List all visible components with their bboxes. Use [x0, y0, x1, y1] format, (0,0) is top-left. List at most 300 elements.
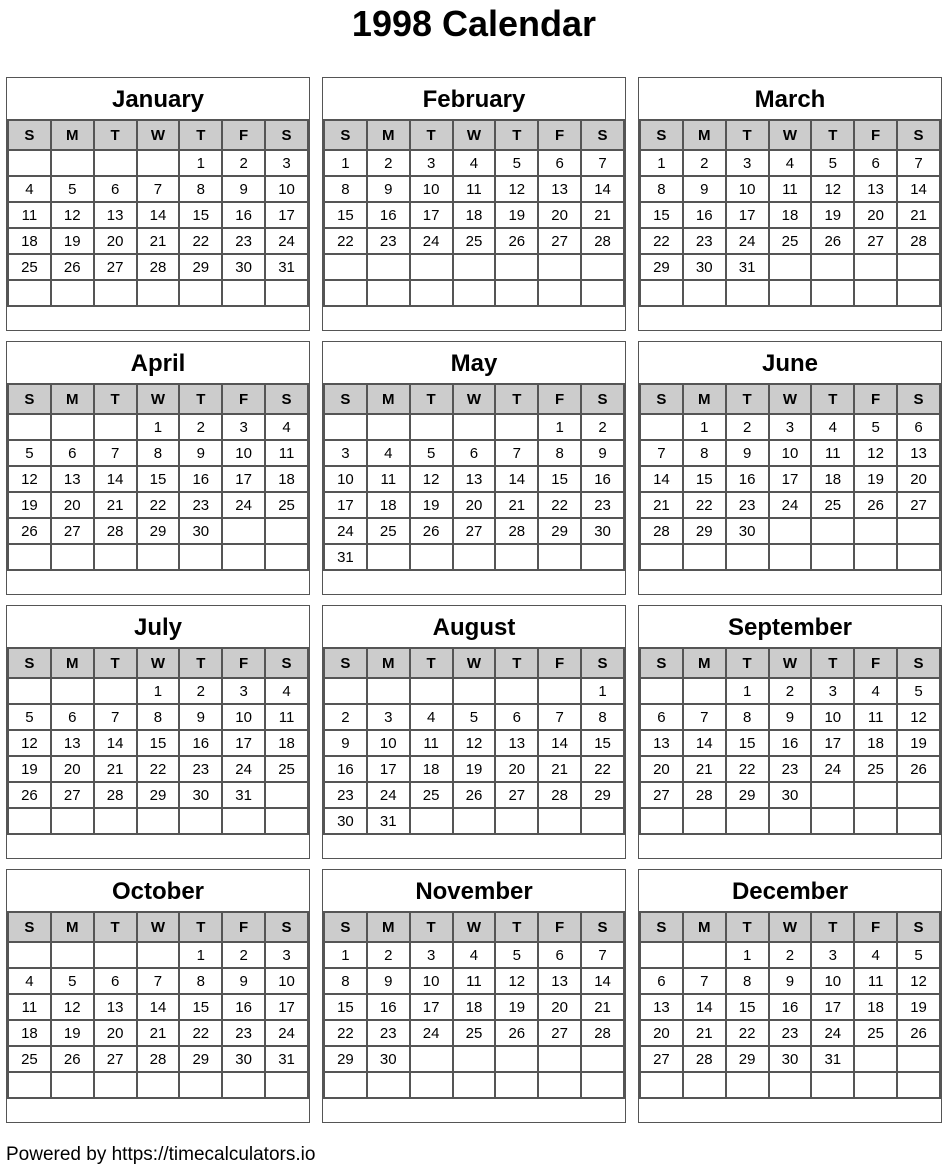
day-cell: 18 [265, 730, 308, 756]
day-cell: 27 [538, 1020, 581, 1046]
week-row [324, 678, 624, 704]
day-cell: 25 [265, 756, 308, 782]
day-cell: 23 [769, 756, 812, 782]
day-cell: 1 [324, 150, 367, 176]
day-cell: 10 [811, 968, 854, 994]
day-cell: 14 [683, 994, 726, 1020]
day-cell: 27 [495, 782, 538, 808]
weekday-header: S [897, 648, 940, 678]
weekday-header: T [410, 912, 453, 942]
day-cell: 5 [811, 150, 854, 176]
month-days-table [323, 911, 625, 1099]
day-cell: 26 [8, 518, 51, 544]
day-cell: 4 [453, 942, 496, 968]
day-cell: 2 [179, 678, 222, 704]
month-name: December [731, 878, 849, 905]
empty-day-cell [367, 280, 410, 306]
day-cell: 1 [179, 150, 222, 176]
weekday-header: S [8, 912, 51, 942]
day-cell: 3 [811, 942, 854, 968]
day-cell: 5 [51, 968, 94, 994]
day-cell: 24 [265, 1020, 308, 1046]
day-cell: 21 [137, 1020, 180, 1046]
day-cell: 23 [222, 1020, 265, 1046]
day-cell: 28 [683, 1046, 726, 1072]
weekday-header: T [179, 912, 222, 942]
day-cell: 19 [8, 492, 51, 518]
empty-day-cell [640, 942, 683, 968]
day-cell: 21 [581, 994, 624, 1020]
day-cell: 27 [94, 1046, 137, 1072]
weekday-header: W [137, 384, 180, 414]
weekday-header: W [453, 648, 496, 678]
day-cell: 2 [367, 150, 410, 176]
day-cell: 27 [453, 518, 496, 544]
day-cell: 14 [640, 466, 683, 492]
day-cell: 3 [769, 414, 812, 440]
day-cell: 28 [640, 518, 683, 544]
day-cell: 12 [51, 994, 94, 1020]
day-cell: 14 [683, 730, 726, 756]
week-row [8, 280, 308, 306]
empty-day-cell [726, 280, 769, 306]
day-cell: 30 [222, 1046, 265, 1072]
empty-day-cell [8, 414, 51, 440]
empty-day-cell [265, 544, 308, 570]
empty-day-cell [683, 1072, 726, 1098]
weekday-header: W [137, 120, 180, 150]
week-row [8, 808, 308, 834]
weekday-header: T [811, 648, 854, 678]
day-cell: 10 [367, 730, 410, 756]
day-cell: 13 [640, 730, 683, 756]
day-cell: 17 [811, 994, 854, 1020]
weekday-header: S [324, 120, 367, 150]
day-cell: 8 [683, 440, 726, 466]
day-cell: 3 [410, 942, 453, 968]
day-cell: 19 [854, 466, 897, 492]
day-cell: 3 [410, 150, 453, 176]
day-cell: 19 [453, 756, 496, 782]
day-cell: 29 [581, 782, 624, 808]
day-cell: 29 [640, 254, 683, 280]
week-row [8, 440, 308, 466]
week-row [8, 1046, 308, 1072]
day-cell: 7 [581, 150, 624, 176]
month-april [6, 341, 310, 595]
weekday-header: S [897, 912, 940, 942]
weekday-header: T [94, 384, 137, 414]
day-cell: 24 [726, 228, 769, 254]
week-row [8, 1020, 308, 1046]
day-cell: 20 [640, 756, 683, 782]
day-cell: 28 [137, 1046, 180, 1072]
empty-day-cell [726, 808, 769, 834]
day-cell: 6 [640, 704, 683, 730]
day-cell: 12 [410, 466, 453, 492]
day-cell: 17 [726, 202, 769, 228]
month-days-table [323, 647, 625, 835]
month-days-table [639, 383, 941, 571]
day-cell: 30 [769, 782, 812, 808]
weekday-header: M [51, 384, 94, 414]
week-row [8, 704, 308, 730]
day-cell: 28 [538, 782, 581, 808]
day-cell: 6 [640, 968, 683, 994]
day-cell: 20 [897, 466, 940, 492]
day-cell: 29 [179, 254, 222, 280]
day-cell: 9 [179, 704, 222, 730]
month-name: April [130, 350, 186, 377]
day-cell: 23 [367, 228, 410, 254]
empty-day-cell [811, 518, 854, 544]
day-cell: 8 [581, 704, 624, 730]
week-row [640, 518, 940, 544]
weekday-header: F [222, 120, 265, 150]
day-cell: 16 [769, 994, 812, 1020]
day-cell: 30 [222, 254, 265, 280]
weekday-header: S [8, 120, 51, 150]
week-row [324, 254, 624, 280]
weekday-header: S [640, 120, 683, 150]
day-cell: 3 [222, 678, 265, 704]
day-cell: 8 [726, 968, 769, 994]
month-march [638, 77, 942, 331]
empty-day-cell [769, 280, 812, 306]
weekday-header: T [811, 120, 854, 150]
empty-day-cell [453, 280, 496, 306]
empty-day-cell [410, 544, 453, 570]
day-cell: 5 [8, 704, 51, 730]
empty-day-cell [94, 678, 137, 704]
day-cell: 26 [453, 782, 496, 808]
week-row [324, 280, 624, 306]
week-row [8, 202, 308, 228]
day-cell: 22 [538, 492, 581, 518]
weekday-header-row [324, 384, 624, 414]
day-cell: 12 [495, 968, 538, 994]
week-row [324, 492, 624, 518]
week-row [8, 782, 308, 808]
day-cell: 28 [683, 782, 726, 808]
day-cell: 25 [453, 228, 496, 254]
day-cell: 10 [265, 968, 308, 994]
weekday-header: T [726, 648, 769, 678]
day-cell: 4 [265, 678, 308, 704]
month-days-table [639, 647, 941, 835]
footer-credit: Powered by https://timecalculators.io [6, 1144, 316, 1165]
empty-day-cell [51, 942, 94, 968]
empty-day-cell [8, 280, 51, 306]
day-cell: 24 [769, 492, 812, 518]
week-row [324, 756, 624, 782]
weekday-header: T [726, 912, 769, 942]
day-cell: 21 [137, 228, 180, 254]
day-cell: 17 [811, 730, 854, 756]
day-cell: 11 [854, 704, 897, 730]
week-row [8, 492, 308, 518]
empty-day-cell [581, 254, 624, 280]
empty-day-cell [410, 678, 453, 704]
week-row [324, 1020, 624, 1046]
weekday-header-row [324, 648, 624, 678]
day-cell: 17 [769, 466, 812, 492]
day-cell: 19 [897, 730, 940, 756]
day-cell: 16 [769, 730, 812, 756]
empty-day-cell [495, 808, 538, 834]
day-cell: 9 [222, 176, 265, 202]
day-cell: 26 [8, 782, 51, 808]
empty-day-cell [179, 280, 222, 306]
empty-day-cell [51, 414, 94, 440]
weekday-header: S [324, 912, 367, 942]
empty-day-cell [453, 254, 496, 280]
week-row [640, 466, 940, 492]
day-cell: 17 [265, 994, 308, 1020]
empty-day-cell [538, 1072, 581, 1098]
day-cell: 11 [769, 176, 812, 202]
day-cell: 15 [179, 994, 222, 1020]
empty-day-cell [410, 254, 453, 280]
day-cell: 3 [367, 704, 410, 730]
weekday-header: M [51, 120, 94, 150]
day-cell: 30 [324, 808, 367, 834]
day-cell: 1 [179, 942, 222, 968]
day-cell: 4 [8, 176, 51, 202]
day-cell: 7 [137, 176, 180, 202]
weekday-header-row [324, 912, 624, 942]
day-cell: 15 [640, 202, 683, 228]
day-cell: 1 [137, 414, 180, 440]
day-cell: 19 [410, 492, 453, 518]
day-cell: 20 [94, 228, 137, 254]
month-february [322, 77, 626, 331]
empty-day-cell [51, 150, 94, 176]
day-cell: 7 [640, 440, 683, 466]
month-days-table [7, 647, 309, 835]
weekday-header: S [897, 384, 940, 414]
day-cell: 31 [265, 1046, 308, 1072]
weekday-header: F [854, 648, 897, 678]
day-cell: 2 [683, 150, 726, 176]
day-cell: 9 [726, 440, 769, 466]
day-cell: 18 [453, 994, 496, 1020]
day-cell: 9 [367, 176, 410, 202]
day-cell: 4 [453, 150, 496, 176]
day-cell: 21 [683, 1020, 726, 1046]
day-cell: 14 [94, 466, 137, 492]
week-row [640, 228, 940, 254]
month-july [6, 605, 310, 859]
empty-day-cell [324, 1072, 367, 1098]
day-cell: 28 [495, 518, 538, 544]
week-row [324, 466, 624, 492]
empty-day-cell [897, 518, 940, 544]
day-cell: 6 [94, 176, 137, 202]
day-cell: 29 [683, 518, 726, 544]
empty-day-cell [811, 808, 854, 834]
day-cell: 13 [538, 968, 581, 994]
empty-day-cell [94, 280, 137, 306]
week-row [324, 968, 624, 994]
day-cell: 5 [897, 678, 940, 704]
empty-day-cell [137, 544, 180, 570]
empty-day-cell [453, 1046, 496, 1072]
weekday-header: S [265, 648, 308, 678]
day-cell: 5 [453, 704, 496, 730]
day-cell: 9 [769, 704, 812, 730]
day-cell: 16 [726, 466, 769, 492]
day-cell: 23 [683, 228, 726, 254]
day-cell: 9 [581, 440, 624, 466]
empty-day-cell [94, 942, 137, 968]
week-row [640, 730, 940, 756]
day-cell: 16 [581, 466, 624, 492]
weekday-header: F [222, 912, 265, 942]
day-cell: 23 [769, 1020, 812, 1046]
day-cell: 23 [324, 782, 367, 808]
weekday-header: T [495, 912, 538, 942]
day-cell: 29 [726, 782, 769, 808]
day-cell: 16 [367, 202, 410, 228]
day-cell: 29 [179, 1046, 222, 1072]
day-cell: 22 [137, 756, 180, 782]
week-row [640, 968, 940, 994]
week-row [640, 704, 940, 730]
weekday-header: W [769, 912, 812, 942]
empty-day-cell [453, 544, 496, 570]
day-cell: 22 [137, 492, 180, 518]
day-cell: 2 [769, 942, 812, 968]
day-cell: 7 [538, 704, 581, 730]
day-cell: 12 [811, 176, 854, 202]
day-cell: 18 [811, 466, 854, 492]
weekday-header: W [769, 648, 812, 678]
day-cell: 3 [324, 440, 367, 466]
empty-day-cell [8, 1072, 51, 1098]
day-cell: 7 [94, 704, 137, 730]
day-cell: 10 [410, 968, 453, 994]
day-cell: 1 [324, 942, 367, 968]
day-cell: 1 [726, 942, 769, 968]
day-cell: 27 [897, 492, 940, 518]
weekday-header: W [769, 120, 812, 150]
weekday-header: M [51, 912, 94, 942]
day-cell: 30 [179, 518, 222, 544]
day-cell: 22 [640, 228, 683, 254]
day-cell: 25 [854, 1020, 897, 1046]
day-cell: 10 [726, 176, 769, 202]
month-name: March [754, 86, 826, 113]
day-cell: 21 [94, 492, 137, 518]
weekday-header: M [367, 648, 410, 678]
weekday-header: T [94, 912, 137, 942]
day-cell: 17 [222, 466, 265, 492]
day-cell: 18 [854, 994, 897, 1020]
empty-day-cell [538, 254, 581, 280]
day-cell: 4 [8, 968, 51, 994]
empty-day-cell [581, 280, 624, 306]
day-cell: 8 [179, 176, 222, 202]
weekday-header: S [897, 120, 940, 150]
day-cell: 26 [897, 756, 940, 782]
weekday-header: S [640, 912, 683, 942]
day-cell: 6 [538, 150, 581, 176]
empty-day-cell [8, 808, 51, 834]
day-cell: 4 [265, 414, 308, 440]
day-cell: 20 [538, 202, 581, 228]
day-cell: 19 [51, 1020, 94, 1046]
day-cell: 23 [222, 228, 265, 254]
day-cell: 4 [410, 704, 453, 730]
day-cell: 4 [769, 150, 812, 176]
month-september [638, 605, 942, 859]
empty-day-cell [495, 1046, 538, 1072]
day-cell: 28 [897, 228, 940, 254]
day-cell: 10 [769, 440, 812, 466]
day-cell: 31 [222, 782, 265, 808]
day-cell: 16 [324, 756, 367, 782]
day-cell: 25 [410, 782, 453, 808]
week-row [8, 254, 308, 280]
day-cell: 10 [410, 176, 453, 202]
day-cell: 18 [8, 228, 51, 254]
weekday-header: S [640, 648, 683, 678]
day-cell: 27 [854, 228, 897, 254]
day-cell: 19 [811, 202, 854, 228]
empty-day-cell [453, 1072, 496, 1098]
weekday-header: M [51, 648, 94, 678]
day-cell: 9 [179, 440, 222, 466]
day-cell: 1 [137, 678, 180, 704]
empty-day-cell [769, 518, 812, 544]
week-row [324, 440, 624, 466]
empty-day-cell [8, 544, 51, 570]
day-cell: 20 [51, 756, 94, 782]
day-cell: 24 [367, 782, 410, 808]
week-row [324, 808, 624, 834]
month-june [638, 341, 942, 595]
weekday-header: M [367, 120, 410, 150]
empty-day-cell [137, 942, 180, 968]
day-cell: 13 [94, 994, 137, 1020]
weekday-header: S [324, 648, 367, 678]
weekday-header: F [538, 912, 581, 942]
month-may [322, 341, 626, 595]
day-cell: 12 [495, 176, 538, 202]
week-row [640, 1046, 940, 1072]
day-cell: 4 [854, 942, 897, 968]
month-name: February [422, 86, 526, 113]
month-october [6, 869, 310, 1123]
weekday-header: T [495, 120, 538, 150]
month-days-table [7, 119, 309, 307]
day-cell: 2 [367, 942, 410, 968]
day-cell: 27 [640, 1046, 683, 1072]
day-cell: 6 [854, 150, 897, 176]
empty-day-cell [94, 808, 137, 834]
day-cell: 30 [683, 254, 726, 280]
empty-day-cell [495, 544, 538, 570]
day-cell: 5 [51, 176, 94, 202]
day-cell: 23 [726, 492, 769, 518]
weekday-header: M [683, 120, 726, 150]
week-row [8, 678, 308, 704]
day-cell: 18 [769, 202, 812, 228]
day-cell: 2 [769, 678, 812, 704]
empty-day-cell [854, 1072, 897, 1098]
empty-day-cell [581, 808, 624, 834]
